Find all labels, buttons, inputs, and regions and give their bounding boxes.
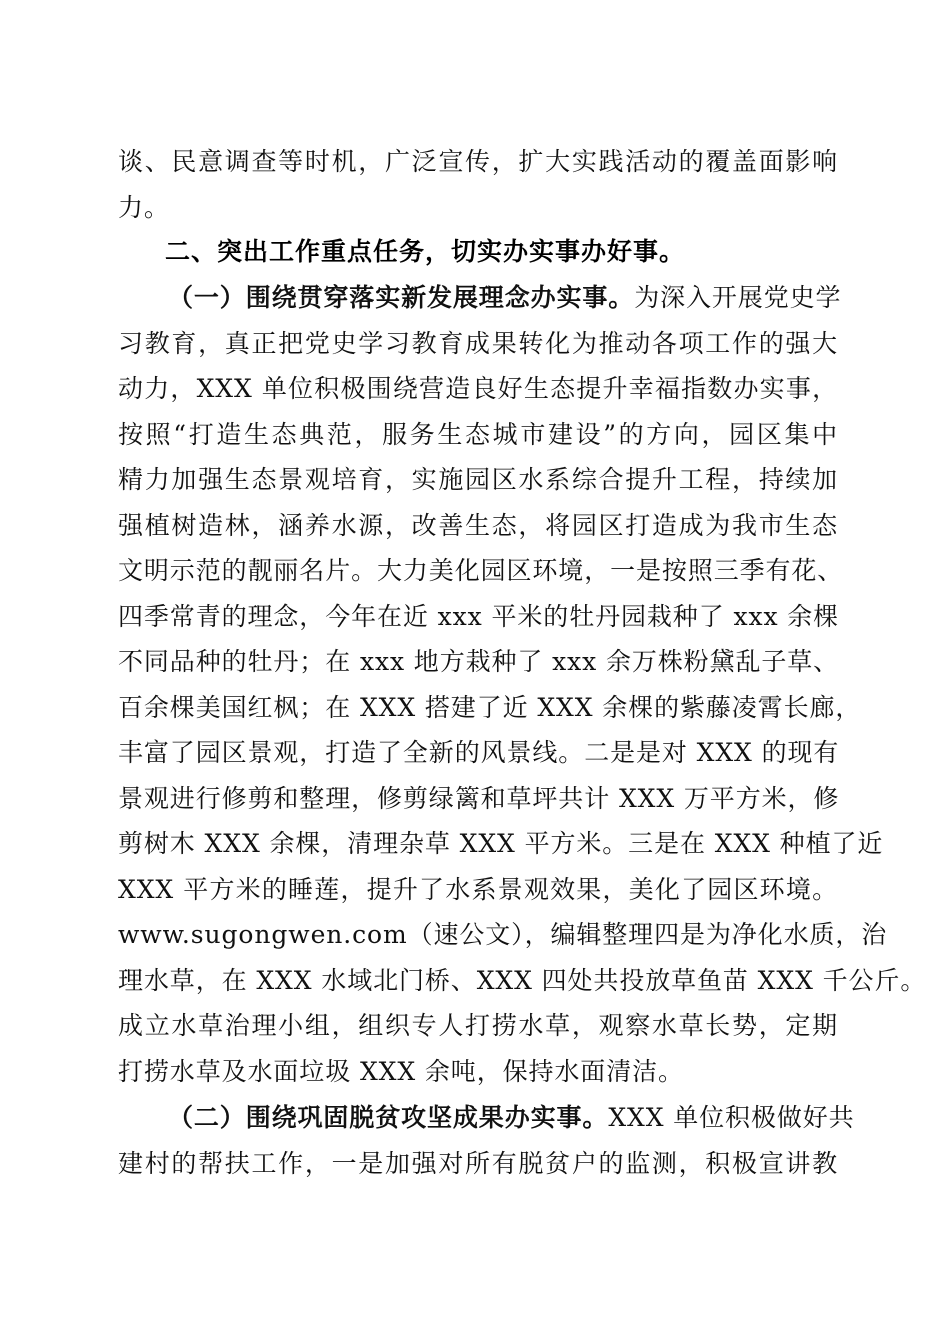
body-line: 四季常青的理念，今年在近 xxx 平米的牡丹园栽种了 xxx 余棵: [118, 602, 840, 631]
body-line: 精力加强生态景观培育，实施园区水系综合提升工程，持续加: [118, 465, 838, 494]
body-line: 建村的帮扶工作，一是加强对所有脱贫户的监测，积极宣讲教: [118, 1149, 838, 1178]
body-line: 文明示范的靓丽名片。大力美化园区环境，一是按照三季有花、: [118, 556, 844, 585]
body-line: 打捞水草及水面垃圾 XXX 余吨，保持水面清洁。: [118, 1057, 684, 1086]
paragraph-first-line: [168, 1096, 855, 1140]
body-line: 理水草，在 XXX 水域北门桥、XXX 四处共投放草鱼苗 XXX 千公斤。: [118, 966, 927, 995]
body-line: XXX 平方米的睡莲，提升了水系景观效果，美化了园区环境。: [118, 875, 838, 904]
body-line: 按照“打造生态典范，服务生态城市建设”的方向，园区集中: [118, 420, 838, 449]
body-line: 剪树木 XXX 余棵，清理杂草 XXX 平方米。三是在 XXX 种植了近: [118, 829, 884, 858]
section-heading: 二、突出工作重点任务，切实办实事办好事。: [165, 237, 686, 266]
subheading-lead: （一）围绕贯穿落实新发展理念办实事。: [168, 283, 635, 312]
body-line: 动力，XXX 单位积极围绕营造良好生态提升幸福指数办实事，: [118, 374, 838, 403]
body-line: 景观进行修剪和整理，修剪绿篱和草坪共计 XXX 万平方米，修: [118, 784, 840, 813]
body-line: 不同品种的牡丹；在 xxx 地方栽种了 xxx 余万株粉黛乱子草、: [118, 647, 840, 676]
paragraph-text: XXX 单位积极做好共: [608, 1103, 855, 1132]
body-line: 丰富了园区景观，打造了全新的风景线。二是是对 XXX 的现有: [118, 738, 840, 767]
body-line: 力。: [118, 193, 170, 222]
body-line: 习教育，真正把党史学习教育成果转化为推动各项工作的强大: [118, 329, 838, 358]
body-line: 强植树造林，涵养水源，改善生态，将园区打造成为我市生态: [118, 511, 838, 540]
body-line: www.sugongwen.com（速公文），编辑整理四是为净化水质，治: [118, 920, 888, 949]
body-line: 成立水草治理小组，组织专人打捞水草，观察水草长势，定期: [118, 1011, 838, 1040]
paragraph-text: 为深入开展党史学: [634, 283, 842, 312]
subheading-lead: （二）围绕巩固脱贫攻坚成果办实事。: [168, 1103, 609, 1132]
body-line: 谈、民意调查等时机，广泛宣传，扩大实践活动的覆盖面影响: [118, 147, 838, 176]
body-line: 百余棵美国红枫；在 XXX 搭建了近 XXX 余棵的紫藤凌霄长廊，: [118, 693, 862, 722]
paragraph-first-line: [168, 276, 842, 320]
